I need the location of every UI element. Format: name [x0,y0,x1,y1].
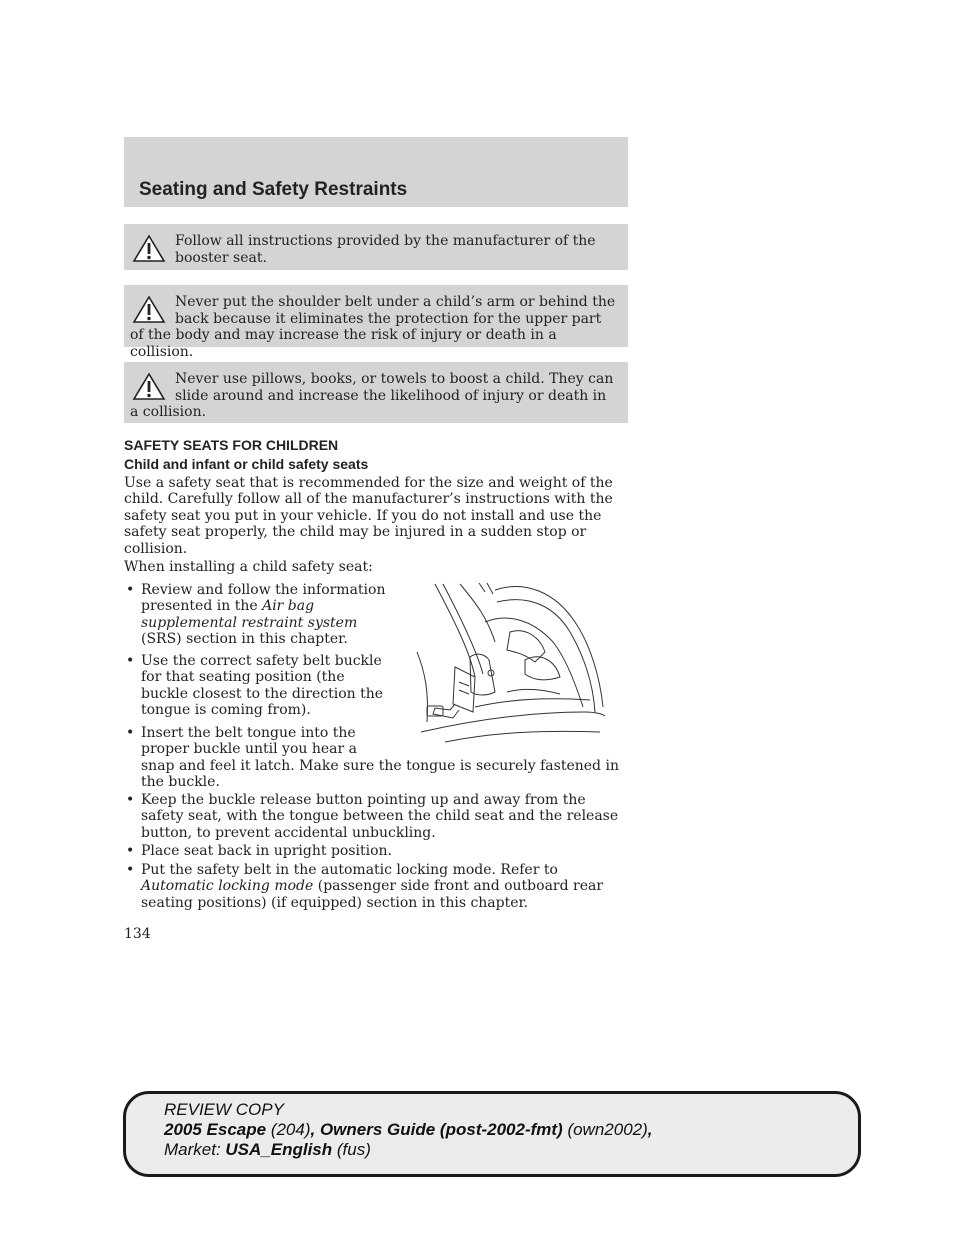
warning-triangle-icon [132,294,166,324]
warning-triangle-icon [132,233,166,263]
lead-in-text: When installing a child safety seat: [124,559,373,575]
section-heading: SAFETY SEATS FOR CHILDREN [124,437,339,453]
page-number: 134 [124,926,151,942]
list-item: • Keep the buckle release button pointing up and away from the safety seat, with the tongue between the child seat and the release button, to prevent accidental unbuckling. [126,792,619,841]
footer-text [164,1100,653,1160]
bullet-icon: • [126,862,135,878]
bullet-icon: • [126,582,135,598]
list-item: • Review and follow the information presented in the Air bag supplemental restraint system (SRS) section in this chapter. [126,582,386,648]
belt-buckle-illustration [415,582,607,748]
list-item: • Put the safety belt in the automatic locking mode. Refer to Automatic locking mode (passenger side front and outboard rear seating positions) (if equipped) section in this chapter. [126,862,604,911]
subsection-heading: Child and infant or child safety seats [124,456,369,472]
footer-line-2: 2005 Escape (204), Owners Guide (post-2002-fmt) (own2002), [164,1120,653,1139]
review-copy-footer [123,1091,861,1177]
warning-box-2 [124,285,628,360]
list-item: • Place seat back in upright position. [126,843,392,859]
bullet-icon: • [126,725,135,741]
warning-box-3 [124,362,628,423]
page-title: Seating and Safety Restraints [139,179,408,200]
warning-text: Never put the shoulder belt under a child’s arm or behind the back because it eliminates the protection for the upper part of the body and may increase the risk of injury or death in a collision. [130,294,616,360]
bullet-icon: • [126,843,135,859]
footer-line-1: REVIEW COPY [164,1100,284,1119]
footer-line-3: Market: USA_English (fus) [164,1140,371,1159]
bullet-icon: • [126,792,135,808]
section-header-band [124,137,628,207]
list-item: • Insert the belt tongue into the proper buckle until you hear a snap and feel it latch. Make sure the tongue is securely fastened in the buckle. [126,725,619,791]
list-item: • Use the correct safety belt buckle for that seating position (the buckle closest to the direction the tongue is coming from). [126,653,384,719]
warning-text: Never use pillows, books, or towels to boost a child. They can slide around and increase the likelihood of injury or death in a collision. [130,371,614,420]
warning-triangle-icon [132,371,166,401]
intro-paragraph: Use a safety seat that is recommended for the size and weight of the child. Carefully follow all of the manufacturer’s instructions with the safety seat you put in your vehicle. If you do not install and use the safety seat properly, the child may be injured in a sudden stop or collision. [124,475,613,557]
warning-text: Follow all instructions provided by the manufacturer of the booster seat. [175,233,596,266]
bullet-icon: • [126,653,135,669]
warning-box-1 [124,224,628,270]
cross-reference-italic: Automatic locking mode [141,878,314,895]
cross-reference-italic: Air bag supplemental restraint system [141,598,358,631]
